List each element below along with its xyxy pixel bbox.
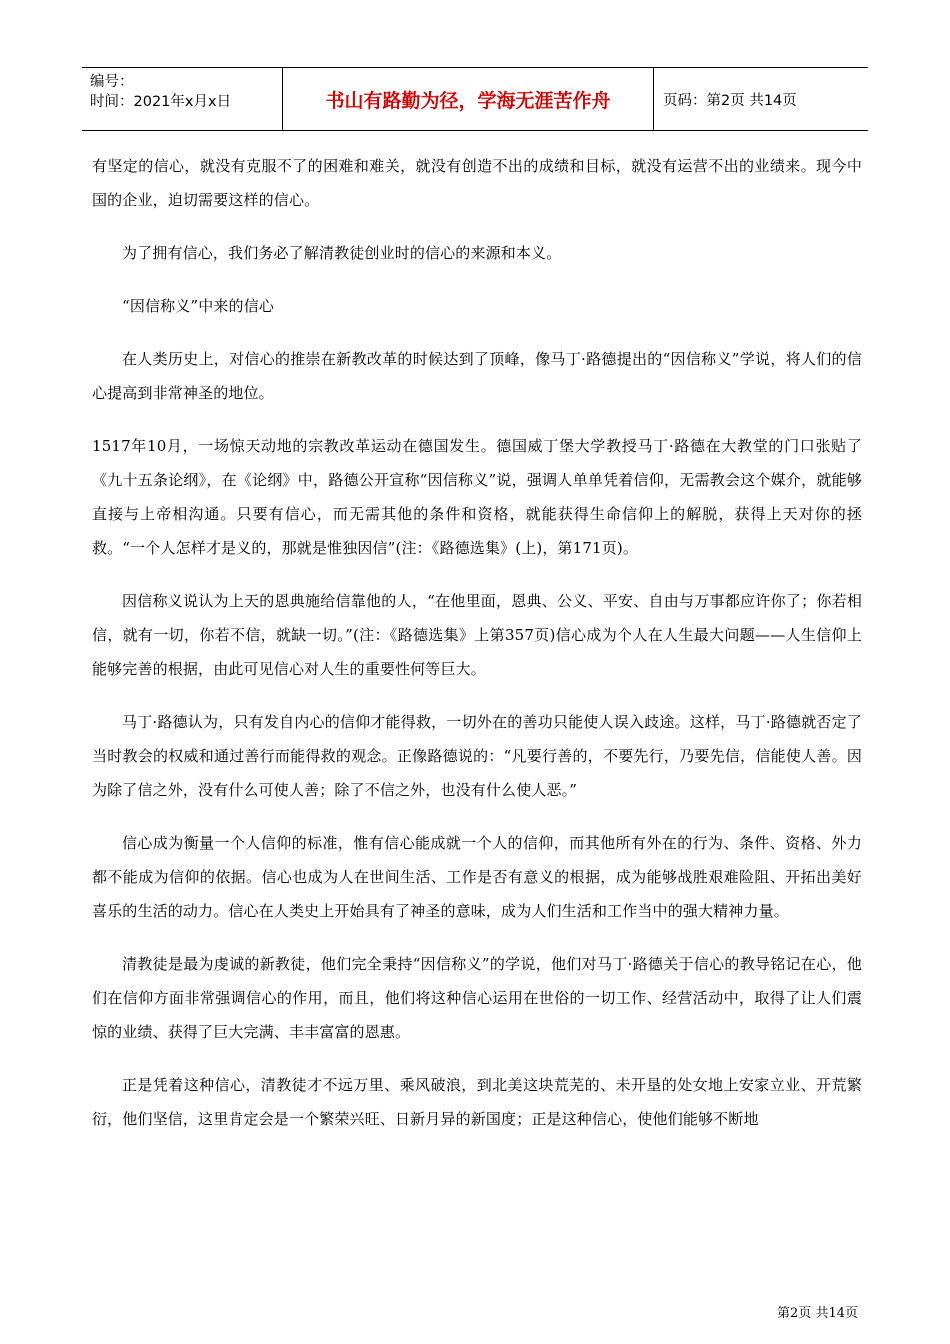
header-motto: 书山有路勤为径，学海无涯苦作舟 [282,68,654,130]
paragraph: 清教徒是最为虔诚的新教徒，他们完全秉持“因信称义”的学说，他们对马丁·路德关于信心的教导铭记在心，他们在信仰方面非常强调信心的作用，而且，他们将这种信心运用在世俗的一切工作、经营活动中，取得了让人们震惊的业绩、获得了巨大完满、丰丰富富的恩惠。 [92,955,862,1041]
header-meta [82,68,282,130]
paragraph: 马丁·路德认为，只有发自内心的信仰才能得救，一切外在的善功只能使人误入歧途。这样，马丁·路德就否定了当时教会的权威和通过善行而能得救的观念。正像路德说的：“凡要行善的，不要先行，乃要先信，信能使人善。因为除了信之外，没有什么可使人善；除了不信之外，也没有什么使人恶。” [92,713,862,799]
document-body [92,149,862,1155]
paragraph: 信心成为衡量一个人信仰的标准，惟有信心能成就一个人的信仰，而其他所有外在的行为、条件、资格、外力都不能成为信仰的依据。信心也成为人在世间生活、工作是否有意义的根据，成为能够战胜艰难险阻、开拓出美好喜乐的生活的动力。信心在人类史上开始具有了神圣的意味，成为人们生活和工作当中的强大精神力量。 [92,834,862,920]
paragraph: 在人类历史上，对信心的推崇在新教改革的时候达到了顶峰，像马丁·路德提出的“因信称义”学说，将人们的信心提高到非常神圣的地位。 [92,350,862,402]
page-header [82,67,868,131]
document-time-label: 时间：2021年x月x日 [90,94,232,110]
paragraph: 有坚定的信心，就没有克服不了的困难和难关，就没有创造不出的成绩和目标，就没有运营不出的业绩来。现今中国的企业，迫切需要这样的信心。 [92,157,862,209]
document-number-label: 编号： [90,74,134,90]
section-heading: “因信称义”中来的信心 [122,297,274,315]
paragraph: 1517年10月，一场惊天动地的宗教改革运动在德国发生。德国威丁堡大学教授马丁·路德在大教堂的门口张贴了《九十五条论纲》，在《论纲》中，路德公开宣称“因信称义”说，强调人单单凭着信仰，无需教会这个媒介，就能够直接与上帝相沟通。只要有信心，而无需其他的条件和资格，就能获得生命信仰上的解脱，获得上天对你的拯救。“一个人怎样才是义的，那就是惟独因信”(注：《路德选集》(上)，第171页)。 [92,437,862,557]
page-footer: 第2页 共14页 [777,1306,858,1321]
paragraph: 因信称义说认为上天的恩典施给信靠他的人，“在他里面，恩典、公义、平安、自由与万事都应许你了；你若相信，就有一切，你若不信，就缺一切。”(注：《路德选集》上第357页)信心成为个人在人生最大问题——人生信仰上能够完善的根据，由此可见信心对人生的重要性何等巨大。 [92,592,862,678]
paragraph: 正是凭着这种信心，清教徒才不远万里、乘风破浪，到北美这块荒芜的、未开垦的处女地上安家立业、开荒繁衍，他们坚信，这里肯定会是一个繁荣兴旺、日新月异的新国度；正是这种信心，使他们能够不断地 [92,1076,862,1128]
header-page-info: 页码：第2页 共14页 [663,92,797,109]
paragraph: 为了拥有信心，我们务必了解清教徒创业时的信心的来源和本义。 [122,244,562,262]
